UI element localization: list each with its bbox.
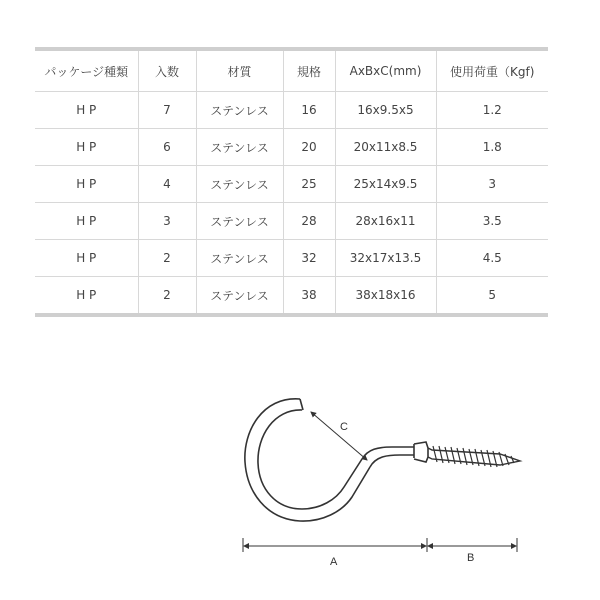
cell-quantity: 7 — [138, 92, 196, 129]
header-load: 使用荷重（Kgf) — [436, 49, 548, 92]
hook-tip — [300, 399, 303, 410]
screw-thread — [433, 446, 514, 467]
dimension-a-label: A — [330, 556, 338, 568]
cell-package-type: H P — [35, 240, 138, 277]
table-row — [35, 129, 548, 166]
cell-size: 28 — [283, 203, 335, 240]
cell-package-type: H P — [35, 129, 138, 166]
header-package-type: パッケージ種類 — [35, 49, 138, 92]
cell-material: ステンレス — [196, 166, 283, 203]
cell-dimensions: 32x17x13.5 — [335, 240, 436, 277]
cell-package-type: H P — [35, 92, 138, 129]
cell-material: ステンレス — [196, 203, 283, 240]
hook-collar — [414, 442, 428, 462]
cell-quantity: 2 — [138, 277, 196, 316]
header-size: 規格 — [283, 49, 335, 92]
cell-quantity: 2 — [138, 240, 196, 277]
spec-table — [35, 47, 548, 317]
table-header-row — [35, 49, 548, 92]
cell-package-type: H P — [35, 277, 138, 316]
hook-neck — [362, 447, 414, 467]
cell-material: ステンレス — [196, 240, 283, 277]
cell-quantity: 3 — [138, 203, 196, 240]
cell-load: 1.2 — [436, 92, 548, 129]
cell-dimensions: 16x9.5x5 — [335, 92, 436, 129]
cell-load: 3.5 — [436, 203, 548, 240]
cell-material: ステンレス — [196, 129, 283, 166]
cell-material: ステンレス — [196, 277, 283, 316]
dimension-c-label: C — [340, 421, 348, 433]
header-quantity: 入数 — [138, 49, 196, 92]
cell-dimensions: 20x11x8.5 — [335, 129, 436, 166]
cell-quantity: 4 — [138, 166, 196, 203]
cell-material: ステンレス — [196, 92, 283, 129]
cell-size: 16 — [283, 92, 335, 129]
header-material: 材質 — [196, 49, 283, 92]
cell-load: 5 — [436, 277, 548, 316]
cell-quantity: 6 — [138, 129, 196, 166]
cell-dimensions: 38x18x16 — [335, 277, 436, 316]
cell-size: 25 — [283, 166, 335, 203]
table-row — [35, 203, 548, 240]
cell-package-type: H P — [35, 203, 138, 240]
cell-size: 38 — [283, 277, 335, 316]
cell-dimensions: 28x16x11 — [335, 203, 436, 240]
dimension-c-line — [311, 412, 367, 460]
screw-hook-diagram — [230, 390, 530, 570]
header-dimensions: AxBxC(mm) — [335, 49, 436, 92]
cell-size: 32 — [283, 240, 335, 277]
cell-load: 3 — [436, 166, 548, 203]
dimension-b-label: B — [467, 552, 475, 564]
cell-dimensions: 25x14x9.5 — [335, 166, 436, 203]
table-row — [35, 240, 548, 277]
table-row — [35, 277, 548, 316]
cell-load: 4.5 — [436, 240, 548, 277]
table-row — [35, 92, 548, 129]
table-row — [35, 166, 548, 203]
hook-outer-curve — [245, 399, 370, 521]
cell-package-type: H P — [35, 166, 138, 203]
cell-load: 1.8 — [436, 129, 548, 166]
cell-size: 20 — [283, 129, 335, 166]
